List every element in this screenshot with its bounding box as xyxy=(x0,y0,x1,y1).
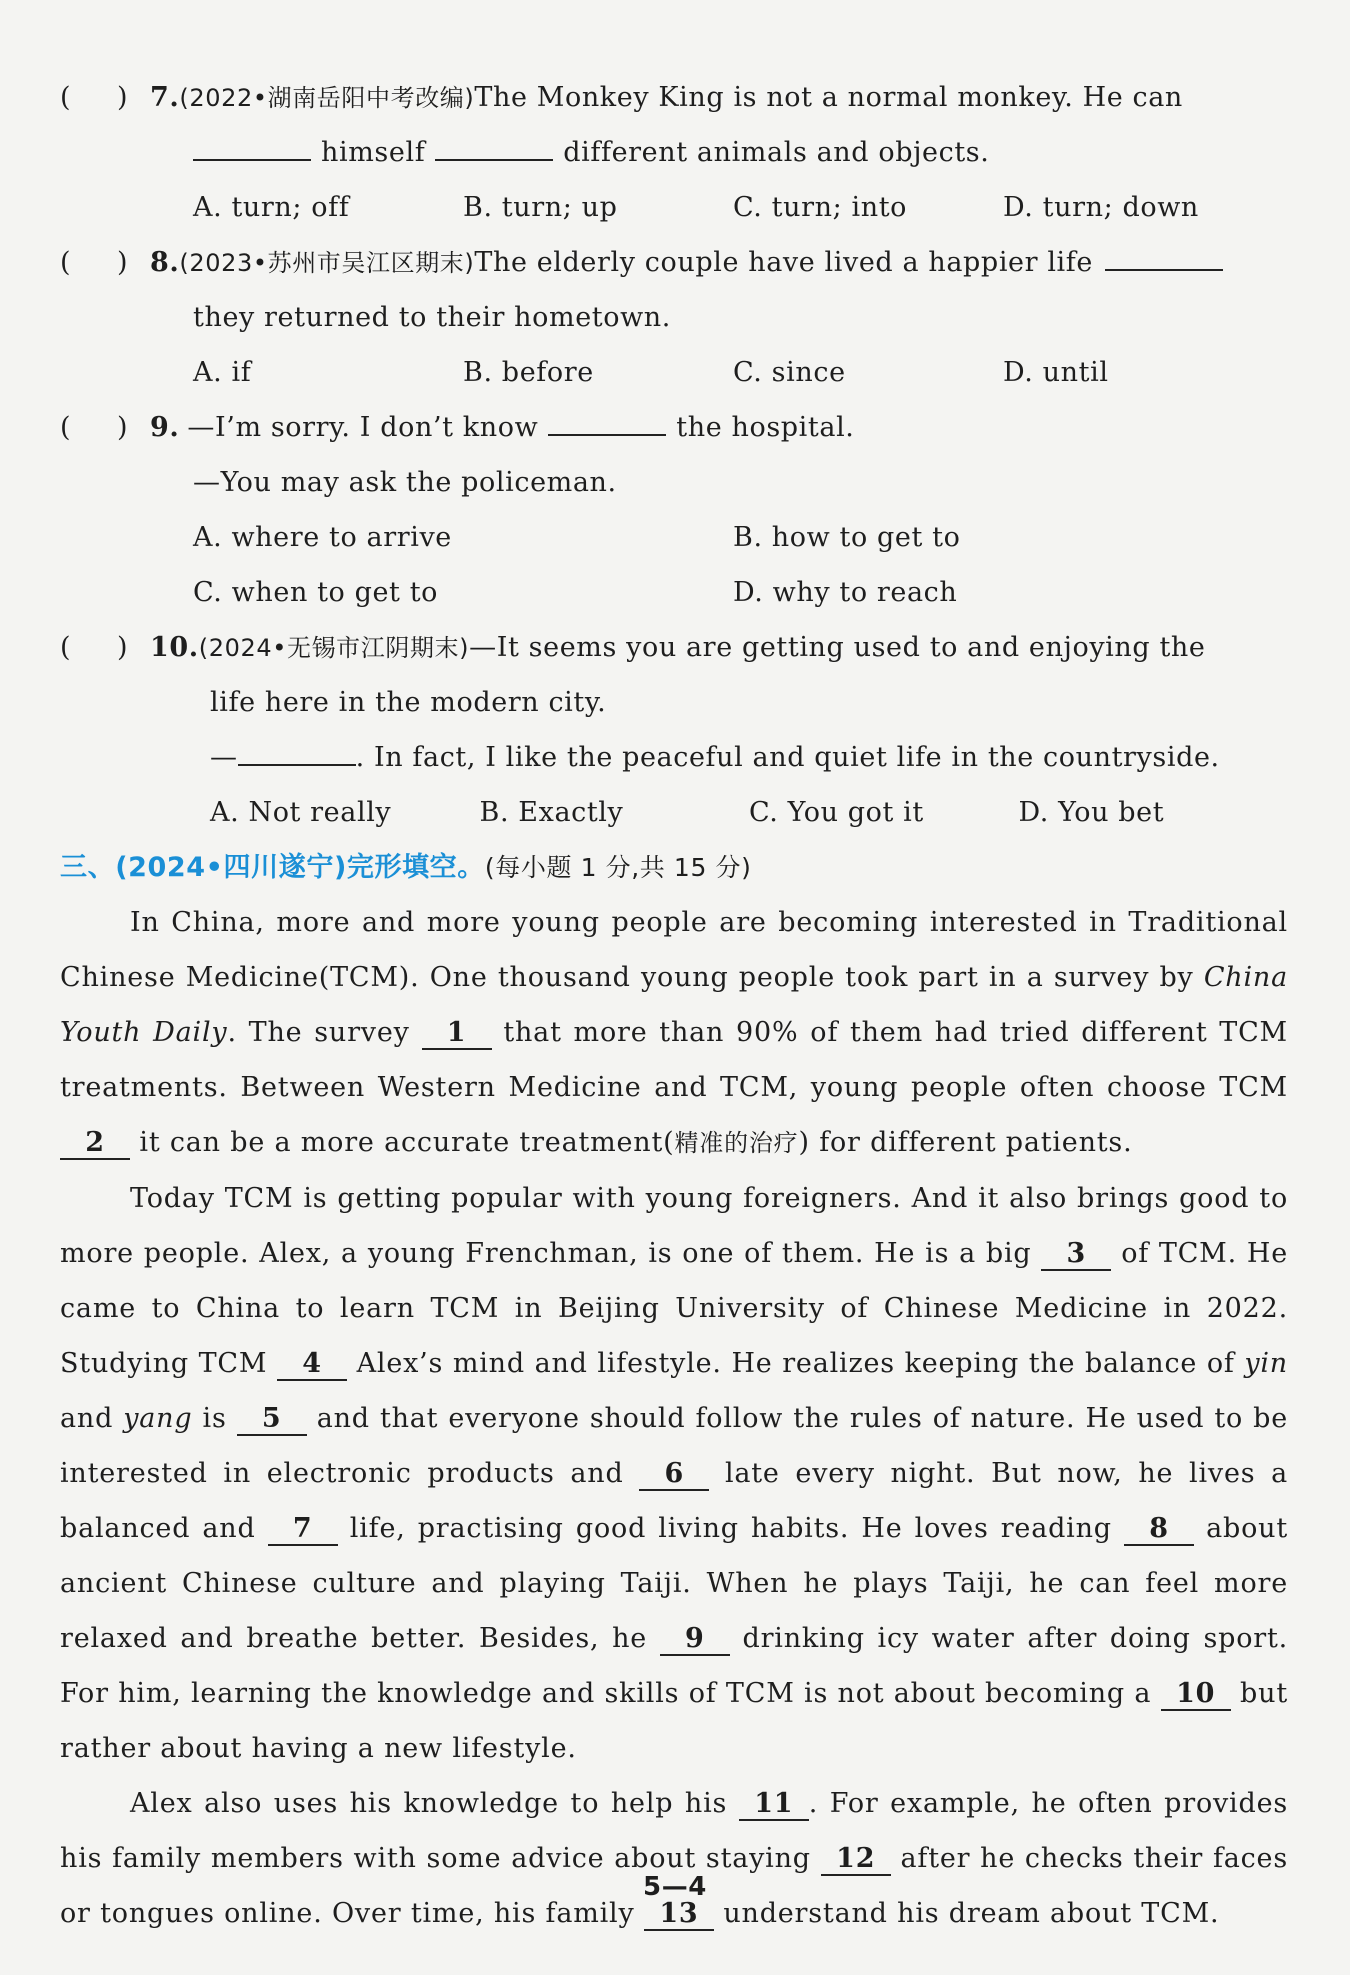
option-c: C. when to get to xyxy=(193,577,438,608)
cloze-blank-4: 4 xyxy=(277,1349,347,1381)
section-heading xyxy=(60,840,1288,895)
cloze-blank-5: 5 xyxy=(237,1404,307,1436)
question-7-line-1 xyxy=(60,70,1288,125)
question-number: 10. xyxy=(150,632,199,663)
question-9-options-row-2 xyxy=(60,565,1288,620)
question-number: 8. xyxy=(150,247,180,278)
option-c: C. since xyxy=(733,357,846,388)
question-stem: The Monkey King is not a normal monkey. He can xyxy=(474,82,1183,113)
passage-text: Alex’s mind and lifestyle. He realizes keeping the balance of xyxy=(346,1348,1245,1379)
passage-paragraph-3 xyxy=(60,1776,1288,1941)
passage-text: and xyxy=(60,1403,124,1434)
option-a: A. where to arrive xyxy=(193,522,452,553)
passage-text: is xyxy=(192,1403,237,1434)
passage-text: In China, more and more young people are becoming interested in Traditional Chinese Medicine(TCM). One thousand young people took part in a survey by xyxy=(60,907,1288,993)
passage-text: ) for different patients. xyxy=(798,1127,1133,1158)
term-yin: yin xyxy=(1244,1348,1288,1379)
passage-text: Today TCM is getting popular with young foreigners. And it also brings good to more people. Alex, a young Frenchman, is one of them. He is a big xyxy=(60,1183,1288,1269)
answer-bracket: ( ) xyxy=(60,412,129,443)
answer-blank xyxy=(548,402,666,436)
passage-text: about ancient Chinese culture and playing Taiji. When he plays Taiji, he can feel more relaxed and breathe better. Besides, he xyxy=(60,1513,1288,1654)
option-d: D. why to reach xyxy=(733,577,958,608)
cloze-blank-3: 3 xyxy=(1041,1239,1111,1271)
passage-text: . The survey xyxy=(227,1017,422,1048)
passage-text: drinking icy water after doing sport. For him, learning the knowledge and skills of TCM is not about becoming a xyxy=(60,1623,1288,1709)
question-7-line-2 xyxy=(60,125,1288,180)
question-8-options xyxy=(60,345,1288,400)
question-stem: —You may ask the policeman. xyxy=(193,467,617,498)
option-a: A. if xyxy=(193,357,252,388)
cloze-blank-1: 1 xyxy=(422,1018,492,1050)
answer-blank xyxy=(435,127,553,161)
passage-text: and that everyone should follow the rules of nature. He used to be interested in electronic products and xyxy=(60,1403,1288,1489)
answer-blank xyxy=(193,127,311,161)
question-source: (2024•无锡市江阴期末) xyxy=(198,634,470,662)
option-a: A. Not really xyxy=(210,797,392,828)
question-10-options xyxy=(60,785,1288,840)
question-stem: life here in the modern city. xyxy=(210,687,607,718)
answer-bracket: ( ) xyxy=(60,247,129,278)
cloze-blank-13: 13 xyxy=(644,1899,714,1931)
option-d: D. turn; down xyxy=(1003,192,1199,223)
question-stem: —I’m sorry. I don’t know xyxy=(187,412,539,443)
option-c: C. turn; into xyxy=(733,192,908,223)
passage-paragraph-1 xyxy=(60,895,1288,1171)
cloze-blank-2: 2 xyxy=(60,1128,130,1160)
question-source: (2022•湖南岳阳中考改编) xyxy=(179,84,475,112)
answer-bracket: ( ) xyxy=(60,82,129,113)
passage-text: late every night. But now, he lives a balanced and xyxy=(60,1458,1288,1544)
cloze-passage xyxy=(60,895,1288,1941)
passage-text: after he checks their faces or tongues online. Over time, his family xyxy=(60,1843,1288,1929)
answer-bracket: ( ) xyxy=(60,632,129,663)
cloze-blank-9: 9 xyxy=(660,1624,730,1656)
passage-text: . For example, he often provides his family members with some advice about staying xyxy=(60,1788,1289,1874)
passage-text: that more than 90% of them had tried different TCM treatments. Between Western Medicine and TCM, young people often choose TCM xyxy=(60,1017,1288,1103)
passage-text: understand his dream about TCM. xyxy=(713,1898,1220,1929)
option-a: A. turn; off xyxy=(193,192,350,223)
passage-text: but rather about having a new lifestyle. xyxy=(60,1678,1288,1764)
option-c: C. You got it xyxy=(749,797,924,828)
answer-blank xyxy=(1105,237,1223,271)
passage-text: it can be a more accurate treatment( xyxy=(130,1127,675,1158)
question-stem: different animals and objects. xyxy=(563,137,990,168)
question-stem: —It seems you are getting used to and enjoying the xyxy=(469,632,1206,663)
cloze-blank-6: 6 xyxy=(639,1459,709,1491)
section-title: 三、(2024•四川遂宁)完形填空。 xyxy=(60,852,485,883)
question-stem: the hospital. xyxy=(676,412,855,443)
question-stem: himself xyxy=(321,137,426,168)
question-9-options-row-1 xyxy=(60,510,1288,565)
question-10-line-1 xyxy=(60,620,1288,675)
cloze-blank-10: 10 xyxy=(1161,1679,1231,1711)
cloze-blank-11: 11 xyxy=(739,1789,809,1821)
passage-text: of TCM. He came to China to learn TCM in Beijing University of Chinese Medicine in 2022. Studying TCM xyxy=(60,1238,1288,1379)
option-b: B. turn; up xyxy=(463,192,618,223)
option-b: B. Exactly xyxy=(479,797,624,828)
option-d: D. You bet xyxy=(1018,797,1165,828)
question-10-line-3 xyxy=(60,730,1288,785)
question-stem: The elderly couple have lived a happier life xyxy=(474,247,1093,278)
question-stem: they returned to their hometown. xyxy=(193,302,671,333)
question-stem: . In fact, I like the peaceful and quiet life in the countryside. xyxy=(355,742,1220,773)
cloze-blank-7: 7 xyxy=(268,1514,338,1546)
question-9-line-2 xyxy=(60,455,1288,510)
answer-blank xyxy=(238,732,356,766)
passage-text: life, practising good living habits. He loves reading xyxy=(337,1513,1124,1544)
option-b: B. before xyxy=(463,357,594,388)
passage-paragraph-2 xyxy=(60,1171,1288,1776)
newspaper-name: China Youth Daily xyxy=(60,962,1288,1048)
page-number: 5—4 xyxy=(643,1872,707,1902)
question-8-line-1 xyxy=(60,235,1288,290)
section-scoring-note: (每小题 1 分,共 15 分) xyxy=(484,853,752,882)
term-yang: yang xyxy=(123,1403,193,1434)
passage-text: Alex also uses his knowledge to help his xyxy=(130,1788,739,1819)
cloze-blank-8: 8 xyxy=(1124,1514,1194,1546)
question-stem: — xyxy=(210,742,238,773)
question-number: 9. xyxy=(150,412,180,443)
question-9-line-1 xyxy=(60,400,1288,455)
question-source: (2023•苏州市吴江区期末) xyxy=(179,249,475,277)
question-10-line-2 xyxy=(60,675,1288,730)
chinese-gloss: 精准的治疗 xyxy=(674,1129,799,1157)
option-d: D. until xyxy=(1003,357,1109,388)
question-7-options xyxy=(60,180,1288,235)
option-b: B. how to get to xyxy=(733,522,961,553)
cloze-blank-12: 12 xyxy=(821,1844,891,1876)
question-number: 7. xyxy=(150,82,180,113)
question-8-line-2 xyxy=(60,290,1288,345)
